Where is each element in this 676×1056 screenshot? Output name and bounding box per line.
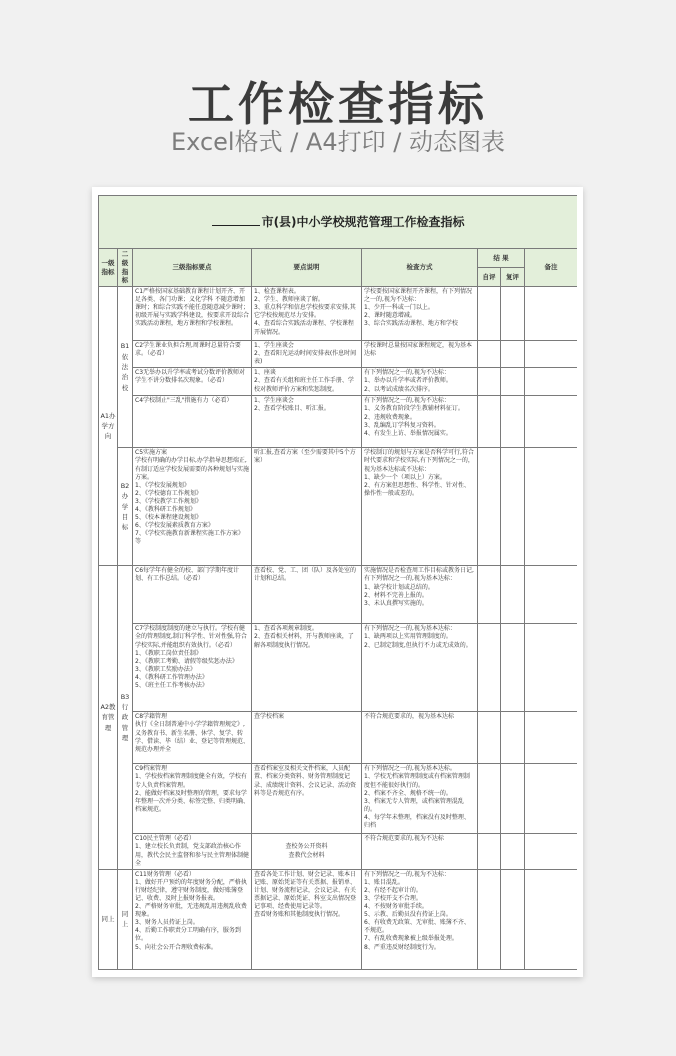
self-eval-cell[interactable]	[478, 764, 501, 834]
remark-cell[interactable]	[525, 341, 578, 368]
explain-cell	[252, 869, 362, 969]
cell-line: 学校有明确的办学目标,办学指导思想端正,有制订适应学校发展需要的各种规划与实施方案。	[135, 457, 250, 481]
cell-line: 4、每学年未整理，档案没有及时整理、归档	[364, 813, 470, 829]
c3-cell	[133, 341, 252, 368]
cell-line: 1、查看各项规章制度。	[254, 625, 318, 633]
cell-line: 2、有方案但思想性、科学性、针对性、操作性一般或差的。	[364, 481, 470, 497]
method-cell	[362, 287, 478, 341]
method-cell	[362, 448, 478, 566]
cell-line: 查校务公开资料	[285, 843, 328, 851]
cell-line: 5、《班主任工作考核办法》	[135, 682, 208, 689]
cell-line: 2、以考试成绩名次排序。	[364, 385, 434, 393]
cell-line: 5、《校本课程建设规划》	[135, 514, 202, 522]
explain-cell	[252, 764, 362, 834]
table-row	[99, 566, 578, 624]
c3-cell	[133, 834, 252, 869]
method-cell	[362, 566, 478, 624]
cell-line: 1、学校无档案管理制度或有档案管理制度但不能很好执行的。	[364, 773, 470, 789]
recheck-cell[interactable]	[501, 624, 525, 712]
cell-line: 2、查看学校账目、听汇报。	[254, 405, 330, 413]
cell-line: 2、严格财务审批，无违规乱用违规乱收费现象。	[135, 903, 247, 919]
recheck-cell[interactable]	[501, 448, 525, 566]
cell-line: C1严格按国家基础教育课程计划开齐、开足各类、各门功课；义化学科 不随意增加课时；和综合实践不能任意随意减少课时；初级开展与实践学科建设，按要求开设综合实践活动课程，地方课程和学校课程。	[135, 288, 250, 328]
method-cell	[362, 368, 478, 396]
cell-line: 4、《教科研工作管理办法》	[135, 673, 208, 681]
cell-line: 1、建立校长负责制，党支部政治核心作用，教代会民主监督和参与民主管理体制健全	[135, 843, 250, 867]
cell-line: 1、缺两项以上实用管理制度的。	[364, 633, 452, 641]
cell-line: 2、学生、教师座谈了解。	[254, 296, 324, 304]
explain-cell	[252, 624, 362, 712]
remark-cell[interactable]	[525, 624, 578, 712]
cell-line: 2、已制定制度,但执行不力或无成效的。	[364, 641, 472, 649]
cell-line: 2、档案不齐全、规格不统一的。	[364, 789, 452, 797]
cell-line: 6、《学校发展素质教育方案》	[135, 522, 214, 530]
cell-line: 8、严重违反财经制度行为。	[364, 943, 440, 951]
explain-cell	[252, 448, 362, 566]
cell-line: C9档案管理	[135, 765, 168, 773]
cell-line: 不符合规范要求的，视为基本达标	[364, 713, 455, 721]
header-recheck: 复评	[501, 268, 525, 287]
cell-line: 1、座谈	[254, 369, 276, 377]
c3-cell	[133, 287, 252, 341]
explain-cell	[252, 287, 362, 341]
cell-line: 学校制订的规划与方案是否科学可行,符合时代要求和学校实际,有下列情况之一的，视为基本达标或不达标：	[364, 449, 474, 473]
header-explain: 要点说明	[252, 249, 362, 287]
self-eval-cell[interactable]	[478, 624, 501, 712]
cell-line: 2、查看阳光运动时间安排表(作息时间表)	[254, 350, 357, 366]
cell-line: 3、重点科学和信息学校按要求安排,其它学校按规范尽力安排。	[254, 304, 356, 320]
cell-line: C6每学年有健全的校、部门学期年度计划、有工作总结。（必看）	[135, 567, 240, 583]
a1-cell: A1办学方向	[99, 287, 118, 566]
cell-line: 有下列情况之一的,视为不达标：	[364, 397, 450, 405]
table-row	[99, 368, 578, 396]
self-eval-cell[interactable]	[478, 712, 501, 764]
cell-line: C8学籍管理	[135, 713, 168, 721]
cell-line: 3、学校开支不合理。	[364, 895, 422, 902]
self-eval-cell[interactable]	[478, 448, 501, 566]
header-level3: 三级指标要点	[133, 249, 252, 287]
self-eval-cell[interactable]	[478, 869, 501, 969]
c3-cell	[133, 624, 252, 712]
self-eval-cell[interactable]	[478, 368, 501, 396]
header-method: 检查方式	[362, 249, 478, 287]
cell-line: 4、查看综合实践活动课程、学校课程开展情况。	[254, 320, 354, 336]
c3-cell	[133, 712, 252, 764]
table-row	[99, 712, 578, 764]
explain-cell	[252, 834, 362, 869]
table-row	[99, 764, 578, 834]
cell-line: 7、《学校实施教育新课程实施工作方案》等	[135, 530, 244, 546]
cell-line: 1、义务教育阶段学生教辅材料征订。	[364, 405, 464, 413]
cell-line: 执行《全日制普通中小学学籍管理规定》,义务教育书、新生名册、休学、复学、转学、借读、毕（结）业、登记等管理规范、规范办理并全	[135, 721, 250, 753]
c3-cell	[133, 566, 252, 624]
c3-cell	[133, 368, 252, 396]
cell-line: 查看校、党、工、团（队）及各处室的计划和总结。	[254, 567, 357, 583]
remark-cell[interactable]	[525, 566, 578, 624]
cell-line: 2、有经不起审计的。	[364, 886, 422, 894]
header-row-1	[99, 249, 578, 268]
header-level1: 一级指标	[99, 249, 118, 287]
sheet-title	[99, 196, 578, 249]
cell-line: 查教代会材料	[288, 851, 325, 859]
cell-line: 2、查看相关材料，开与教师座谈，了解各项制度执行情况。	[254, 633, 354, 649]
remark-cell[interactable]	[525, 287, 578, 341]
cell-line: 有下列情况之一的,视为基本达标：	[364, 625, 456, 633]
table-row	[99, 869, 578, 969]
cell-line: 4、《教科研工作规划》	[135, 506, 196, 513]
cell-line: 1、《教职工岗位责任制》	[135, 649, 202, 657]
self-eval-cell[interactable]	[478, 566, 501, 624]
b2-cell: B2办学目标	[118, 448, 133, 566]
cell-line: 1、检查课程表。	[254, 288, 300, 296]
c3-cell	[133, 396, 252, 448]
cell-line: 学校要按国家课程开齐课程，有下列情况之一的,视为不达标：	[364, 288, 473, 304]
remark-cell[interactable]	[525, 869, 578, 969]
inspection-table	[98, 195, 577, 970]
cell-line: 查看档案室及相关文件档案，人员配置、档案分类资料、财务管理制度记录、成绩统计资料、会议记录、活动资料等是否规范有序。	[254, 765, 357, 797]
cell-line: 2、违规收费现象。	[364, 413, 416, 421]
cell-line: 有下列情况之一的,视为不达标：	[364, 870, 450, 878]
page-subtitle: Excel格式 / A4打印 / 动态图表	[171, 128, 505, 156]
cell-line: C4学校制止"三乱"措施有力（必看）	[135, 397, 233, 405]
self-eval-cell[interactable]	[478, 396, 501, 448]
c3-cell	[133, 869, 252, 969]
cell-line: 1、少开一科或一门以上。	[364, 304, 434, 312]
cell-line: C5实施方案	[135, 449, 168, 457]
title-blank	[212, 225, 260, 226]
table-row	[99, 341, 578, 368]
cell-line: 有下列情况之一的,视为不达标：	[364, 369, 450, 377]
cell-line: 2、课时随意增减。	[364, 312, 416, 320]
cell-line: C2学生课业负担合理,周课时总量符合要求。（必看）	[135, 342, 241, 358]
cell-line: 4、有发生上访、举报情况属实。	[364, 429, 452, 437]
cell-line: 5、示教、后勤员没有持证上岗。	[364, 911, 452, 919]
explain-cell	[252, 712, 362, 764]
recheck-cell[interactable]	[501, 396, 525, 448]
table-wrapper	[98, 195, 577, 977]
table-row	[99, 834, 578, 869]
cell-line: 查看财务账和其他制度执行情况。	[254, 911, 345, 919]
cell-line: C11财务管理（必看）	[135, 870, 195, 878]
b4-cell: 同上	[118, 869, 133, 969]
cell-line: 2、能做好档案及时整理的管理，要求每学年整理一次并分类、标签完整、归类明确、档案规范。	[135, 789, 250, 813]
explain-cell	[252, 368, 362, 396]
cell-line: 2、《教职工考勤、请假等级奖惩办法》	[135, 657, 238, 665]
cell-line: 3、未认真撰写实施的。	[364, 599, 428, 607]
cell-line: 3、档案无专人管理，或档案管理混乱的。	[364, 797, 464, 813]
cell-line: 实施情况是否检查周工作目标或教务日记,有下列情况之一的,视为基本达标：	[364, 567, 474, 583]
cell-line: 1、学校按档案管理制度健全有效，学校有专人负责档案管理。	[135, 773, 247, 789]
header-self-eval: 自评	[478, 268, 501, 287]
cell-line: 1、缺少一个（项以上）方案。	[364, 473, 446, 481]
remark-cell[interactable]	[525, 834, 578, 869]
cell-line: C10民主管理（必看）	[135, 835, 195, 843]
method-cell	[362, 396, 478, 448]
recheck-cell[interactable]	[501, 368, 525, 396]
a2-cell: A2教育管理	[99, 566, 118, 869]
recheck-cell[interactable]	[501, 869, 525, 969]
remark-cell[interactable]	[525, 448, 578, 566]
method-cell	[362, 834, 478, 869]
cell-line: 1、账目混乱。	[364, 878, 404, 886]
cell-line: 2、《学校德育工作规划》	[135, 489, 202, 497]
recheck-cell[interactable]	[501, 834, 525, 869]
cell-line: 1、做好开户预约的年度财务分配，严格执行财经纪律，遵守财务制度，做好账簿登记、收费、及时上报财务报表。	[135, 878, 247, 902]
c3-cell	[133, 448, 252, 566]
cell-line: 3、乱编乱订学科复习资料。	[364, 421, 440, 429]
cell-line: C3无举办以升学率或考试分数评价教师对学生不讲分数排名次现象。（必看）	[135, 369, 246, 385]
cell-line: 学校课时总量按国家课程规定，视为基本达标	[364, 342, 473, 358]
method-cell	[362, 869, 478, 969]
method-cell	[362, 341, 478, 368]
cell-line: 1、学生座谈会	[254, 342, 294, 350]
cell-line: 7、有乱收费现象被上级举报处理。	[364, 935, 458, 943]
recheck-cell[interactable]	[501, 341, 525, 368]
remark-cell[interactable]	[525, 712, 578, 764]
self-eval-cell[interactable]	[478, 341, 501, 368]
cell-line: 1、《学校发展规划》	[135, 481, 190, 489]
header-remark: 备注	[525, 249, 578, 287]
b1-cell: B1依法治校	[118, 287, 133, 448]
method-cell	[362, 712, 478, 764]
sheet-title-row	[99, 196, 578, 249]
remark-cell[interactable]	[525, 396, 578, 448]
recheck-cell[interactable]	[501, 566, 525, 624]
cell-line: 3、综合实践活动课程、地方和学校	[364, 320, 458, 328]
cell-line: 3、《学校教学工作规划》	[135, 497, 202, 505]
self-eval-cell[interactable]	[478, 287, 501, 341]
cell-line: 2、查看有关组和班主任工作手册、学校对教师评价方案和奖惩制度。	[254, 377, 354, 393]
cell-line: 1、举办以升学率或者评价教师。	[364, 377, 452, 385]
recheck-cell[interactable]	[501, 712, 525, 764]
cell-line: 1、学生座谈会	[254, 397, 294, 405]
method-cell	[362, 624, 478, 712]
cell-line: 3、财务人员持证上岗。	[135, 919, 199, 927]
cell-line: 查学校档案	[254, 713, 285, 721]
explain-cell	[252, 566, 362, 624]
cell-line: 1、缺学校计划或总结的。	[364, 583, 434, 591]
header-level2: 二级指标	[118, 249, 133, 287]
cell-line: 4、不按财务审批手续。	[364, 903, 428, 911]
recheck-cell[interactable]	[501, 764, 525, 834]
cell-line: C7学校制度制度的建立与执行。学校有健全的管理制度,制订科学性、针对性强,符合学校实际,并能组织有效执行。（必看）	[135, 625, 247, 649]
c3-cell	[133, 764, 252, 834]
remark-cell[interactable]	[525, 368, 578, 396]
table-row	[99, 396, 578, 448]
method-cell	[362, 764, 478, 834]
table-row	[99, 448, 578, 566]
cell-line: 6、有收费无政策、无审批、账簿不齐、不规范。	[364, 919, 470, 935]
cell-line: 查看各处工作计划、财会记录、账本日记账、原始凭证等有关票据、报销单、计划、财务流程记录，会议记录、有关票据记录、原始凭证、科室支出情况登记事项、经费使用记录等。	[254, 870, 357, 911]
table-row	[99, 624, 578, 712]
self-eval-cell[interactable]	[478, 834, 501, 869]
explain-cell	[252, 341, 362, 368]
cell-line: 听汇报,查看方案（至少需要其中5个方案）	[254, 449, 356, 465]
cell-line: 有下列情况之一的,视为基本达标。	[364, 765, 456, 773]
cell-line: 3、《教职工奖励办法》	[135, 665, 196, 673]
b3-cell: B3行政管理	[118, 566, 133, 869]
header-result: 结 果	[478, 249, 525, 268]
cell-line: 2、材料不完善上报的。	[364, 591, 428, 599]
cell-line: 不符合规范要求的,视为不达标	[364, 835, 444, 843]
spreadsheet-preview	[92, 187, 583, 977]
sheet-title-text: 市(县)中小学校规范管理工作检查指标	[261, 214, 465, 229]
table-row	[99, 287, 578, 341]
recheck-cell[interactable]	[501, 287, 525, 341]
remark-cell[interactable]	[525, 764, 578, 834]
cell-line: 4、后勤工作职责分工明确有序，服务到位。	[135, 927, 241, 943]
cell-line: 5、向社会公开合理收费标准。	[135, 943, 217, 951]
explain-cell	[252, 396, 362, 448]
page-title: 工作检查指标	[188, 77, 488, 131]
a3-cell: 同上	[99, 869, 118, 969]
